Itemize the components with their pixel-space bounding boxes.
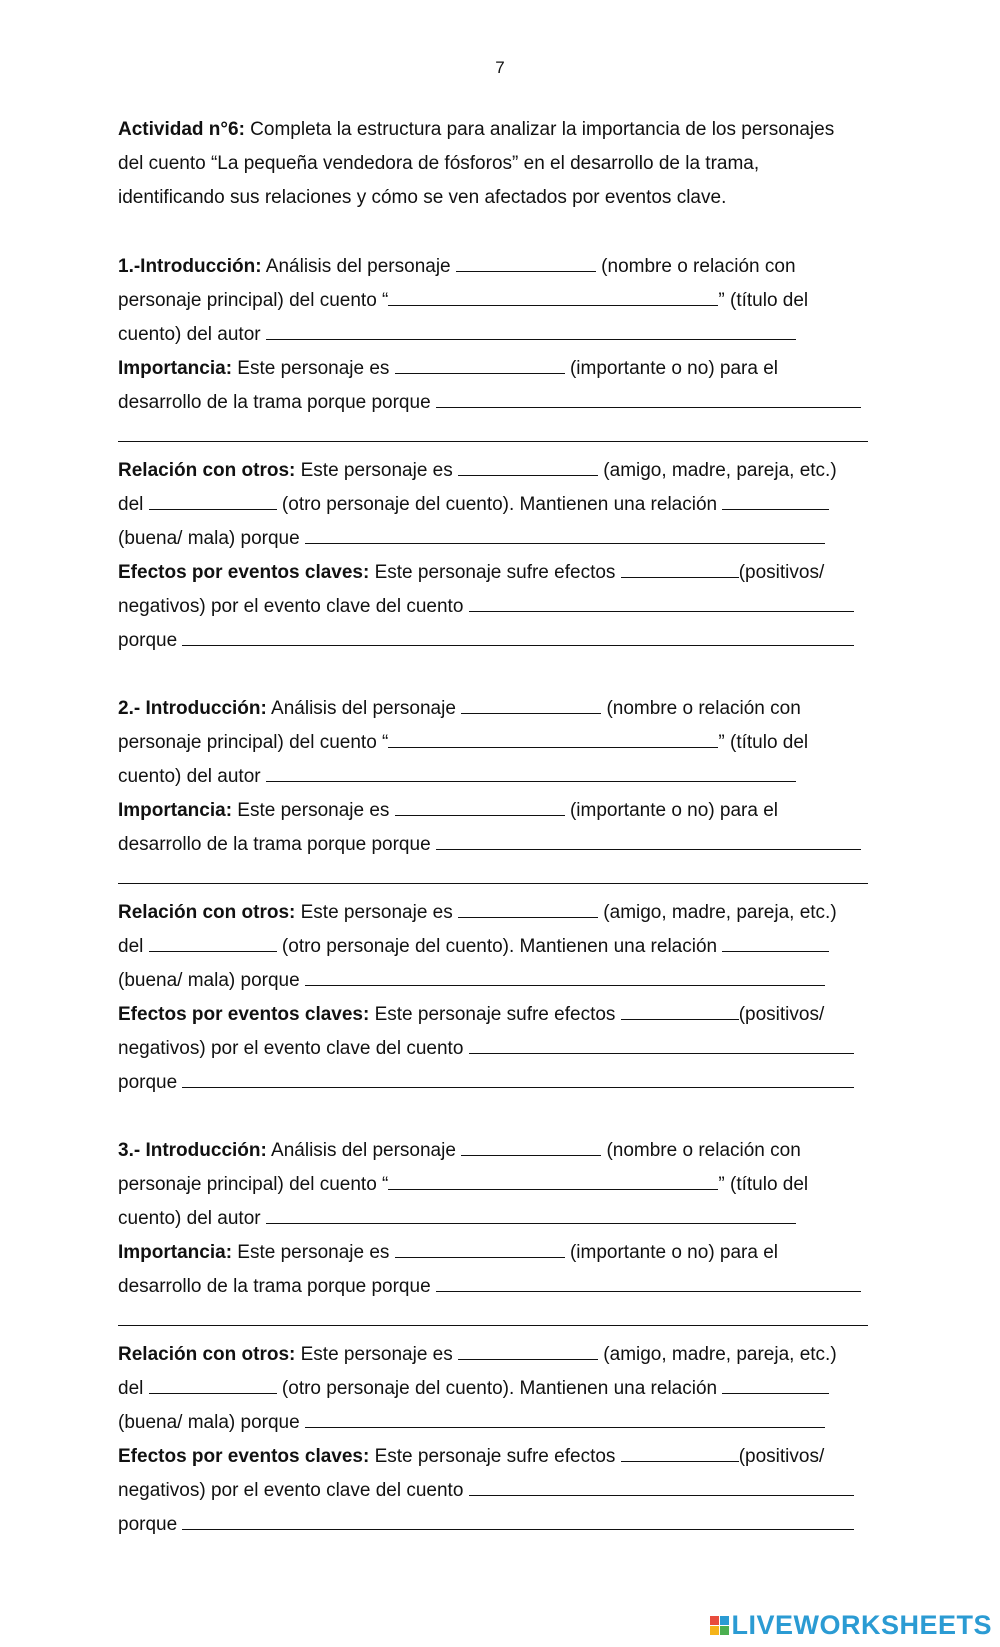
section-3-effects (118, 1439, 888, 1473)
text: (buena/ mala) porque (118, 1412, 305, 1433)
section-3-intro (118, 1133, 888, 1167)
text: Este personaje es (295, 460, 459, 481)
effect-type-input[interactable] (621, 997, 739, 1020)
text: (buena/ mala) porque (118, 970, 305, 991)
author-input[interactable] (266, 759, 796, 782)
section-2-relation-other (118, 929, 888, 963)
section-2-extra-line (118, 861, 888, 895)
text: Este personaje es (232, 358, 395, 379)
logo-text: LIVEWORKSHEETS (731, 1609, 992, 1640)
other-character-input[interactable] (149, 487, 277, 510)
section-label: 2.- Introducción: (118, 698, 267, 719)
text: Este personaje sufre efectos (369, 562, 621, 583)
character-name-input[interactable] (461, 1133, 601, 1156)
section-1-key-event (118, 589, 888, 623)
text: ” (título del (718, 732, 809, 753)
relation-type-input[interactable] (458, 895, 598, 918)
effects-label: Efectos por eventos claves: (118, 562, 370, 583)
key-event-input[interactable] (469, 1473, 854, 1496)
text: (importante o no) para el (564, 358, 779, 379)
text: porque (118, 1514, 183, 1535)
section-2-key-event (118, 1031, 888, 1065)
worksheet-content (118, 113, 888, 1541)
text: (otro personaje del cuento). Mantienen una relación (276, 494, 723, 515)
text: desarrollo de la trama porque porque (118, 834, 436, 855)
text: personaje principal) del cuento “ (118, 290, 389, 311)
section-3-relation-reason (118, 1405, 888, 1439)
text: cuento) del autor (118, 1208, 266, 1229)
logo-block-icon (720, 1626, 729, 1635)
section-3-extra-line (118, 1303, 888, 1337)
section-3-relation (118, 1337, 888, 1371)
text: ” (título del (718, 1174, 809, 1195)
text: (positivos/ (738, 1446, 825, 1467)
text: (amigo, madre, pareja, etc.) (598, 1344, 837, 1365)
text: Análisis del personaje (261, 256, 456, 277)
section-label: 3.- Introducción: (118, 1140, 267, 1161)
section-2-intro (118, 691, 888, 725)
section-2-effects (118, 997, 888, 1031)
text: personaje principal) del cuento “ (118, 1174, 389, 1195)
text: porque (118, 1072, 183, 1093)
character-name-input[interactable] (461, 691, 601, 714)
section-1-importance (118, 351, 888, 385)
section-2-effect-reason (118, 1065, 888, 1099)
section-2-importance-reason (118, 827, 888, 861)
text: (nombre o relación con (601, 1140, 801, 1161)
section-2-importance (118, 793, 888, 827)
logo-blocks-icon (710, 1616, 729, 1635)
importance-reason-continued-input[interactable] (118, 1303, 868, 1326)
logo-block-icon (710, 1626, 719, 1635)
section-3-title-line (118, 1167, 888, 1201)
activity-intro-line-1 (118, 113, 888, 147)
section-3-importance-reason (118, 1269, 888, 1303)
story-title-input[interactable] (388, 1167, 718, 1190)
section-1-effect-reason (118, 623, 888, 657)
text: (positivos/ (738, 1004, 825, 1025)
story-title-input[interactable] (388, 725, 718, 748)
author-input[interactable] (266, 1201, 796, 1224)
section-3-author-line (118, 1201, 888, 1235)
other-character-input[interactable] (149, 929, 277, 952)
section-2-title-line (118, 725, 888, 759)
text: (importante o no) para el (564, 800, 779, 821)
text: (nombre o relación con (595, 256, 796, 277)
importance-reason-input[interactable] (436, 385, 861, 408)
relation-reason-input[interactable] (305, 1405, 825, 1428)
text: (amigo, madre, pareja, etc.) (598, 902, 837, 923)
text: Este personaje sufre efectos (369, 1446, 621, 1467)
effects-label: Efectos por eventos claves: (118, 1446, 370, 1467)
activity-instructions: Completa la estructura para analizar la importancia de los personajes (244, 119, 835, 140)
text: desarrollo de la trama porque porque (118, 392, 436, 413)
story-title-input[interactable] (388, 283, 718, 306)
importance-label: Importancia: (118, 358, 233, 379)
section-2-author-line (118, 759, 888, 793)
logo-block-icon (720, 1616, 729, 1625)
importance-input[interactable] (395, 793, 565, 816)
text: Este personaje sufre efectos (369, 1004, 621, 1025)
section-2-relation-reason (118, 963, 888, 997)
text: Este personaje es (295, 902, 459, 923)
text: desarrollo de la trama porque porque (118, 1276, 436, 1297)
section-2-relation (118, 895, 888, 929)
activity-intro-line-2: del cuento “La pequeña vendedora de fósforos” en el desarrollo de la trama, (118, 153, 760, 174)
section-3-effect-reason (118, 1507, 888, 1541)
text: del (118, 1378, 149, 1399)
section-1-intro (118, 249, 888, 283)
logo-block-icon (710, 1616, 719, 1625)
text: porque (118, 630, 183, 651)
text: cuento) del autor (118, 324, 266, 345)
section-1-importance-reason (118, 385, 888, 419)
section-1-effects (118, 555, 888, 589)
activity-label: Actividad n°6: (118, 119, 245, 140)
text: (nombre o relación con (601, 698, 801, 719)
other-character-input[interactable] (149, 1371, 277, 1394)
text: (buena/ mala) porque (118, 528, 305, 549)
author-input[interactable] (266, 317, 796, 340)
section-1-title-line (118, 283, 888, 317)
character-name-input[interactable] (456, 249, 596, 272)
relation-type-input[interactable] (458, 1337, 598, 1360)
text: Análisis del personaje (266, 1140, 462, 1161)
importance-input[interactable] (395, 1235, 565, 1258)
effect-reason-input[interactable] (182, 1065, 854, 1088)
section-1-author-line (118, 317, 888, 351)
text: cuento) del autor (118, 766, 266, 787)
activity-intro-line-3: identificando sus relaciones y cómo se ven afectados por eventos clave. (118, 187, 727, 208)
text: (positivos/ (738, 562, 825, 583)
key-event-input[interactable] (469, 589, 854, 612)
section-3-relation-other (118, 1371, 888, 1405)
text: Este personaje es (232, 800, 395, 821)
liveworksheets-logo (710, 1605, 992, 1645)
text: (otro personaje del cuento). Mantienen una relación (276, 1378, 723, 1399)
importance-reason-continued-input[interactable] (118, 419, 868, 442)
text: (amigo, madre, pareja, etc.) (598, 460, 837, 481)
relation-quality-input[interactable] (722, 487, 829, 510)
section-3-key-event (118, 1473, 888, 1507)
section-1-relation-other (118, 487, 888, 521)
text: (importante o no) para el (564, 1242, 779, 1263)
relation-reason-input[interactable] (305, 963, 825, 986)
importance-label: Importancia: (118, 1242, 233, 1263)
importance-label: Importancia: (118, 800, 233, 821)
text: Este personaje es (295, 1344, 459, 1365)
effect-type-input[interactable] (621, 555, 739, 578)
section-label: 1.-Introducción: (118, 256, 262, 277)
text: del (118, 494, 149, 515)
key-event-input[interactable] (469, 1031, 854, 1054)
text: ” (título del (718, 290, 809, 311)
section-1-extra-line (118, 419, 888, 453)
text: (otro personaje del cuento). Mantienen una relación (276, 936, 723, 957)
page-number: 7 (495, 58, 505, 77)
relation-label: Relación con otros: (118, 460, 296, 481)
effects-label: Efectos por eventos claves: (118, 1004, 370, 1025)
text: negativos) por el evento clave del cuento (118, 1038, 469, 1059)
text: negativos) por el evento clave del cuento (118, 1480, 469, 1501)
relation-reason-input[interactable] (305, 521, 825, 544)
relation-quality-input[interactable] (722, 1371, 829, 1394)
importance-reason-input[interactable] (436, 1269, 861, 1292)
relation-quality-input[interactable] (722, 929, 829, 952)
effect-reason-input[interactable] (182, 623, 854, 646)
importance-reason-input[interactable] (436, 827, 861, 850)
section-1-relation (118, 453, 888, 487)
section-1-relation-reason (118, 521, 888, 555)
text: del (118, 936, 149, 957)
effect-reason-input[interactable] (182, 1507, 854, 1530)
text: negativos) por el evento clave del cuento (118, 596, 469, 617)
relation-label: Relación con otros: (118, 902, 296, 923)
importance-input[interactable] (395, 351, 565, 374)
text: Análisis del personaje (266, 698, 462, 719)
relation-label: Relación con otros: (118, 1344, 296, 1365)
text: Este personaje es (232, 1242, 395, 1263)
section-3-importance (118, 1235, 888, 1269)
text: personaje principal) del cuento “ (118, 732, 389, 753)
relation-type-input[interactable] (458, 453, 598, 476)
importance-reason-continued-input[interactable] (118, 861, 868, 884)
effect-type-input[interactable] (621, 1439, 739, 1462)
